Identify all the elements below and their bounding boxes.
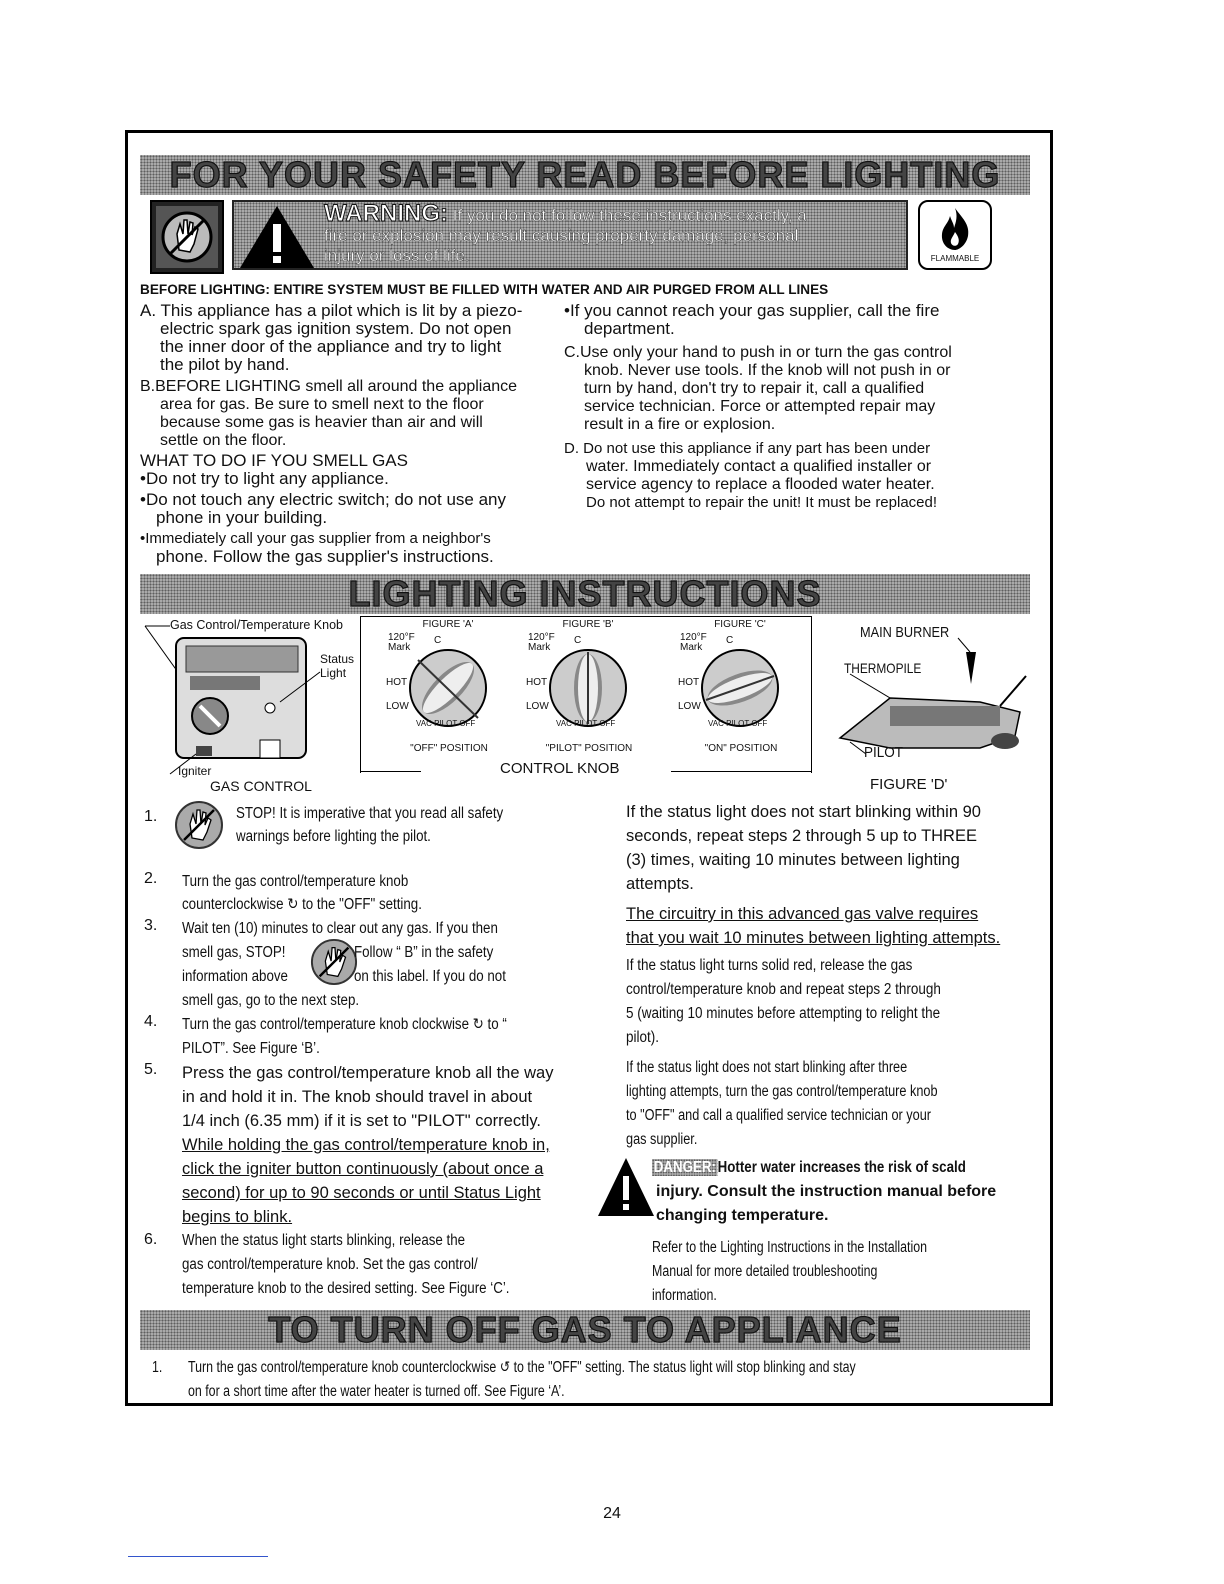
fig-b-hot: HOT xyxy=(526,677,548,688)
gas-control-label: GAS CONTROL xyxy=(210,778,312,794)
page-number: 24 xyxy=(603,1505,621,1522)
stop-hand-icon-step3 xyxy=(310,938,358,986)
fig-a-pilot: PILOT xyxy=(434,719,458,728)
item-b-line1: B.BEFORE LIGHTING smell all around the appliance xyxy=(140,378,518,395)
step-5-line5: click the igniter button continuously (about once a xyxy=(182,1160,544,1178)
danger-text-1: Hotter water increases the risk of scald xyxy=(717,1159,966,1176)
step-4-number: 4. xyxy=(144,1013,158,1030)
item-a-line1: A. This appliance has a pilot which is lit by a piezo- xyxy=(140,301,523,320)
fig-b-off: OFF xyxy=(599,719,616,728)
warning-line-3: injury or loss of life. xyxy=(324,246,470,265)
fig-b-pilot: PILOT xyxy=(574,719,598,728)
step-5-number: 5. xyxy=(144,1061,158,1078)
thermopile-label: THERMOPILE xyxy=(844,660,922,676)
item-d-line1: D. Do not use this appliance if any part has been under xyxy=(564,440,931,457)
retry-line2: seconds, repeat steps 2 through 5 up to THREE xyxy=(626,827,977,845)
gas-control-drawing xyxy=(140,616,370,796)
lighting-banner: LIGHTING INSTRUCTIONS xyxy=(140,574,1030,614)
light-label: Light xyxy=(320,666,347,680)
three-attempts-line1: If the status light does not start blinking after three xyxy=(626,1059,908,1076)
bullet-1: •Do not try to light any appliance. xyxy=(140,469,389,488)
turnoff-number: 1. xyxy=(152,1359,163,1376)
item-b-line2: area for gas. Be sure to smell next to the floor xyxy=(160,396,484,413)
fig-b-120: 120°F xyxy=(528,632,555,643)
pilot-position-label: "PILOT" POSITION xyxy=(545,743,633,754)
fig-a-c: C xyxy=(434,635,442,646)
fig-c-low: LOW xyxy=(678,701,701,712)
item-c-line4: service technician. Force or attempted repair may xyxy=(584,398,936,415)
step-5-line4: While holding the gas control/temperature knob in, xyxy=(182,1136,550,1154)
step-2-number: 2. xyxy=(144,870,158,887)
fig-a-vac: VAC xyxy=(416,719,432,728)
refer-line3: information. xyxy=(652,1287,717,1304)
igniter-label: Igniter xyxy=(178,764,212,778)
figure-b xyxy=(526,619,648,754)
fig-a-low: LOW xyxy=(386,701,409,712)
gas-knob-label: Gas Control/Temperature Knob xyxy=(170,618,344,632)
bullet-4-line2: department. xyxy=(584,319,675,338)
bullet-3-line1: •Immediately call your gas supplier from a neighbor's xyxy=(140,530,491,547)
step-1-line2: warnings before lighting the pilot. xyxy=(236,828,431,845)
main-burner-label: MAIN BURNER xyxy=(860,624,950,641)
step-2-line2: counterclockwise ↻ to the "OFF" setting. xyxy=(182,896,422,913)
step-3-number: 3. xyxy=(144,917,158,934)
three-attempts-line3: to "OFF" and call a qualified service technician or your xyxy=(626,1107,932,1124)
flammable-label: FLAMMABLE xyxy=(930,254,980,263)
solid-red-line1: If the status light turns solid red, release the gas xyxy=(626,957,913,974)
fig-c-120: 120°F xyxy=(680,632,707,643)
step-4-line2: PILOT”. See Figure ‘B’. xyxy=(182,1040,320,1057)
solid-red-line4: pilot). xyxy=(626,1029,659,1046)
figure-a xyxy=(386,619,508,754)
step-5-line2: in and hold it in. The knob should travel in about xyxy=(182,1088,533,1106)
circuitry-line2: that you wait 10 minutes between lighting attempts. xyxy=(626,929,1001,947)
step-5-line7: begins to blink. xyxy=(182,1208,293,1226)
item-c-line5: result in a fire or explosion. xyxy=(584,416,776,433)
warning-text xyxy=(324,200,904,266)
three-attempts-line2: lighting attempts, turn the gas control/temperature knob xyxy=(626,1083,938,1100)
status-light-label xyxy=(320,652,354,680)
turnoff-banner: TO TURN OFF GAS TO APPLIANCE xyxy=(140,1310,1030,1350)
step-3-line5: on this label. If you do not xyxy=(354,968,506,985)
status-label: Status xyxy=(320,652,355,666)
solid-red-line2: control/temperature knob and repeat steps 2 through xyxy=(626,981,941,998)
three-attempts-line4: gas supplier. xyxy=(626,1131,698,1148)
warning-line-1: If you do not follow these instructions exactly, a xyxy=(452,206,807,225)
figure-d-title: FIGURE 'D' xyxy=(870,776,948,793)
fig-c-pilot: PILOT xyxy=(726,719,750,728)
refer-line1: Refer to the Lighting Instructions in the Installation xyxy=(652,1239,928,1256)
fig-b-c: C xyxy=(574,635,582,646)
retry-line1: If the status light does not start blinking within 90 xyxy=(626,803,981,821)
step-3-line3: Follow “ B” in the safety xyxy=(354,944,494,961)
step-6-number: 6. xyxy=(144,1231,158,1248)
figure-c xyxy=(678,619,800,754)
danger-word: DANGER: xyxy=(653,1159,716,1176)
control-knob-label: CONTROL KNOB xyxy=(500,760,620,777)
danger-line3: changing temperature. xyxy=(656,1207,829,1224)
item-d-line2: water. Immediately contact a qualified installer or xyxy=(586,458,932,475)
fig-c-c: C xyxy=(726,635,734,646)
label-content xyxy=(140,150,1030,1400)
footer-rule xyxy=(128,1556,268,1557)
step-3-line1: Wait ten (10) minutes to clear out any gas. If you then xyxy=(182,920,498,937)
turnoff-line2: on for a short time after the water heater is turned off. See Figure ‘A’. xyxy=(188,1383,565,1400)
step-3-line4: information above xyxy=(182,968,288,985)
bullet-2-line2: phone in your building. xyxy=(156,508,328,527)
solid-red-line3: 5 (waiting 10 minutes before attempting to relight the xyxy=(626,1005,941,1022)
circuitry-line1: The circuitry in this advanced gas valve requires xyxy=(626,905,979,923)
fig-a-mark: Mark xyxy=(388,642,411,653)
danger-triangle-icon xyxy=(596,1156,656,1218)
fig-b-vac: VAC xyxy=(556,719,572,728)
item-b-line4: settle on the floor. xyxy=(160,432,287,449)
safety-banner: FOR YOUR SAFETY READ BEFORE LIGHTING xyxy=(140,155,1030,195)
bullet-4-line1: •If you cannot reach your gas supplier, call the fire xyxy=(564,301,940,320)
item-d-line3: service agency to replace a flooded water heater. xyxy=(586,476,935,493)
step-5-line1: Press the gas control/temperature knob all the way xyxy=(182,1064,554,1082)
item-d-line4: Do not attempt to repair the unit! It must be replaced! xyxy=(586,494,938,511)
before-lighting-heading: BEFORE LIGHTING: ENTIRE SYSTEM MUST BE FILLED WITH WATER AND AIR PURGED FROM ALL LINES xyxy=(140,282,829,297)
step-5-line3: 1/4 inch (6.35 mm) if it is set to "PILOT" correctly. xyxy=(182,1112,541,1130)
item-a-line3: the inner door of the appliance and try to light xyxy=(160,337,502,356)
smell-gas-heading: WHAT TO DO IF YOU SMELL GAS xyxy=(140,451,408,470)
item-c-line3: turn by hand, don't try to repair it, call a qualified xyxy=(584,380,925,397)
on-position-label: "ON" POSITION xyxy=(704,743,778,754)
turnoff-line1: Turn the gas control/temperature knob counterclockwise ↺ to the "OFF" setting. The status light will stop blinking and stay xyxy=(188,1359,856,1376)
warning-triangle-icon xyxy=(238,204,316,270)
fig-a-off: OFF xyxy=(459,719,476,728)
fig-a-hot: HOT xyxy=(386,677,408,688)
item-c-line2: knob. Never use tools. If the knob will not push in or xyxy=(584,362,951,379)
stop-hand-icon xyxy=(150,200,224,274)
off-position-label: "OFF" POSITION xyxy=(410,743,488,754)
figure-b-title: FIGURE 'B' xyxy=(562,619,614,630)
danger-line2: injury. Consult the instruction manual before xyxy=(656,1183,997,1200)
fig-c-off: OFF xyxy=(751,719,768,728)
figure-c-title: FIGURE 'C' xyxy=(714,619,766,630)
retry-line3: (3) times, waiting 10 minutes between lighting xyxy=(626,851,960,869)
step-5-line6: second) for up to 90 seconds or until Status Light xyxy=(182,1184,541,1202)
retry-line4: attempts. xyxy=(626,875,694,893)
pilot-label: PILOT xyxy=(864,744,904,761)
step-6-line1: When the status light starts blinking, release the xyxy=(182,1232,466,1249)
step-6-line2: gas control/temperature knob. Set the gas control/ xyxy=(182,1256,478,1273)
bullet-3-line2: phone. Follow the gas supplier's instructions. xyxy=(156,547,494,566)
safety-left-column xyxy=(140,302,565,566)
refer-line2: Manual for more detailed troubleshooting xyxy=(652,1263,878,1280)
step-1-line1: STOP! It is imperative that you read all safety xyxy=(236,805,504,822)
danger-line1 xyxy=(652,1156,966,1179)
gas-control-figure xyxy=(140,616,370,796)
fig-b-mark: Mark xyxy=(528,642,551,653)
step-3-line2: smell gas, STOP! xyxy=(182,944,286,961)
warning-box xyxy=(232,200,908,270)
fig-b-low: LOW xyxy=(526,701,549,712)
figure-a-title: FIGURE 'A' xyxy=(422,619,474,630)
step-1-number: 1. xyxy=(144,808,158,825)
safety-right-column xyxy=(564,302,1024,512)
figure-d xyxy=(830,616,1030,796)
burner-drawing xyxy=(830,616,1030,786)
step-2-line1: Turn the gas control/temperature knob xyxy=(182,873,409,890)
fig-c-hot: HOT xyxy=(678,677,700,688)
item-a-line4: the pilot by hand. xyxy=(160,355,290,374)
flammable-icon xyxy=(918,200,992,270)
step-3-line6: smell gas, go to the next step. xyxy=(182,992,360,1009)
warning-word: WARNING: xyxy=(324,200,448,227)
warning-line-2: fire or explosion may result causing property damage, personal xyxy=(324,226,799,245)
item-b-line3: because some gas is heavier than air and will xyxy=(160,414,483,431)
item-a-line2: electric spark gas ignition system. Do not open xyxy=(160,319,512,338)
step-6-line3: temperature knob to the desired setting. See Figure ‘C’. xyxy=(182,1280,510,1297)
item-c-line1: C.Use only your hand to push in or turn the gas control xyxy=(564,344,952,361)
fig-c-vac: VAC xyxy=(708,719,724,728)
bullet-2-line1: •Do not touch any electric switch; do not use any xyxy=(140,490,506,509)
fig-c-mark: Mark xyxy=(680,642,703,653)
fig-a-120: 120°F xyxy=(388,632,415,643)
step-4-line1: Turn the gas control/temperature knob clockwise ↻ to “ xyxy=(182,1016,507,1033)
stop-hand-icon-step1 xyxy=(174,800,224,850)
